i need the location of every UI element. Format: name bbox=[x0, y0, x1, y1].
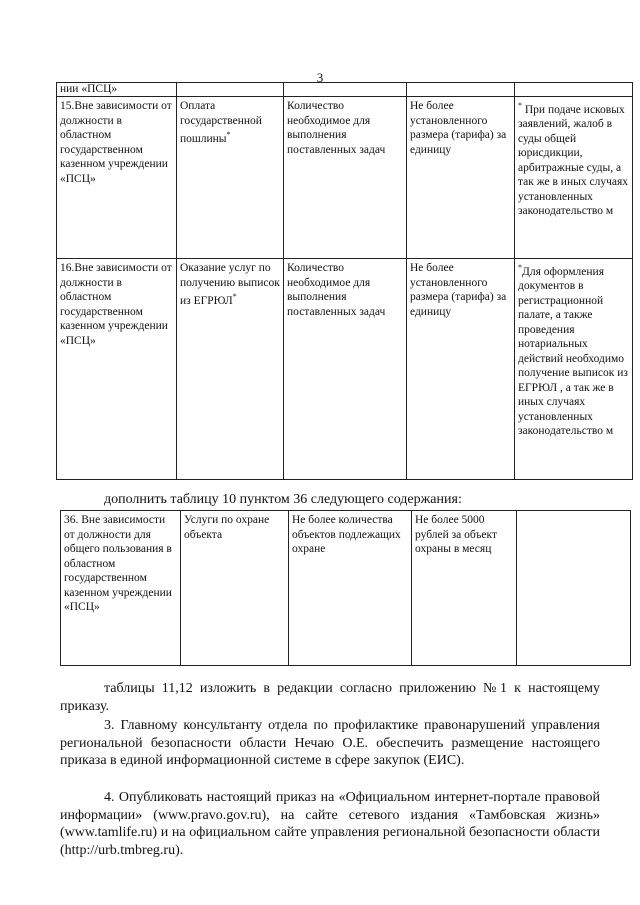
table-cell: Количество необходимое для выполнения поставленных задач bbox=[284, 259, 407, 480]
footnote-mark: * bbox=[232, 292, 237, 301]
table-cell bbox=[177, 83, 284, 97]
table-cell: Не более установленного размера (тарифа) за единицу bbox=[407, 97, 515, 259]
cell-text: Для оформления документов в регистрационной палате, а также проведения нотариальных действий необходимо получение выписок из ЕГРЮЛ , а так же в иных случаях установленных законодательство м bbox=[518, 265, 628, 438]
footnote-mark: * bbox=[518, 263, 522, 272]
table-cell bbox=[515, 97, 633, 259]
table-intro-line: дополнить таблицу 10 пунктом 36 следующего содержания: bbox=[104, 492, 462, 507]
table-cell: Не более количества объектов подлежащих охране bbox=[289, 511, 412, 666]
table-cell bbox=[177, 97, 284, 259]
table-cell: Услуги по охране объекта bbox=[181, 511, 289, 666]
table-row bbox=[57, 83, 633, 97]
table-cell bbox=[177, 259, 284, 480]
footnote-mark: * bbox=[226, 130, 231, 139]
table-cell: 15.Вне зависимости от должности в областном государственном казенном учреждении «ПСЦ» bbox=[57, 97, 177, 259]
table-row bbox=[61, 511, 631, 666]
table-row bbox=[57, 259, 633, 480]
cell-text: Оплата государственной пошлины bbox=[180, 100, 262, 145]
table-cell: Не более установленного размера (тарифа) за единицу bbox=[407, 259, 515, 480]
table-cell: Не более 5000 рублей за объект охраны в месяц bbox=[412, 511, 517, 666]
table-cell bbox=[284, 83, 407, 97]
table-cell bbox=[515, 259, 633, 480]
paragraph: 4. Опубликовать настоящий приказ на «Официальном интернет-портале правовой информации» (www.pravo.gov.ru), на сайте сетевого издания «Тамбовская жизнь» (www.tamlife.ru) и на официальном сайте управления региональной безопасности области (http://urb.tmbreg.ru). bbox=[60, 790, 600, 858]
table-10-addition bbox=[60, 510, 631, 666]
table-cell bbox=[517, 511, 631, 666]
table-cell bbox=[515, 83, 633, 97]
cell-text: Оказание услуг по получению выписок из ЕГРЮЛ bbox=[180, 262, 280, 307]
page-number: 3 bbox=[316, 70, 324, 85]
table-cell: нии «ПСЦ» bbox=[57, 83, 177, 97]
paragraph: таблицы 11,12 изложить в редакции согласно приложению №1 к настоящему приказу. bbox=[60, 681, 600, 714]
footnote-mark: * bbox=[518, 101, 522, 110]
table-cell: Количество необходимое для выполнения поставленных задач bbox=[284, 97, 407, 259]
table-row bbox=[57, 97, 633, 259]
paragraph: 3. Главному консультанту отдела по профилактике правонарушений управления региональной безопасности области Нечаю О.Е. обеспечить размещение настоящего приказа в единой информационной системе в сфере закупок (ЕИС). bbox=[60, 718, 600, 768]
cell-text: При подаче исковых заявлений, жалоб в суды общей юрисдикции, арбитражные суды, а так же в иных случаях установленных законодательство м bbox=[518, 103, 628, 218]
appendix-table bbox=[56, 82, 633, 480]
table-cell: 36. Вне зависимости от должности для общего пользования в областном государственном казенном учреждении «ПСЦ» bbox=[61, 511, 181, 666]
table-cell bbox=[407, 83, 515, 97]
table-cell: 16.Вне зависимости от должности в областном государственном казенном учреждении «ПСЦ» bbox=[57, 259, 177, 480]
